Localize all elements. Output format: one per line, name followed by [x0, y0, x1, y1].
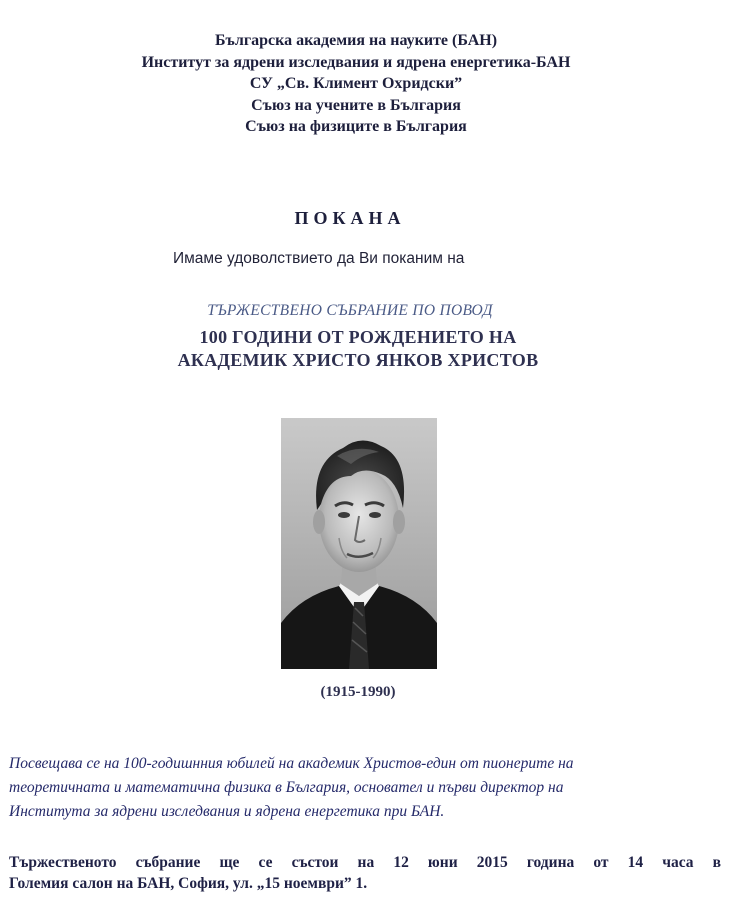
dedication-paragraph [9, 752, 721, 824]
meeting-details [9, 852, 721, 894]
event-heading [0, 326, 716, 372]
photo-caption: (1915-1990) [320, 684, 396, 700]
event-subtitle: ТЪРЖЕСТВЕНО СЪБРАНИЕ ПО ПОВОД [207, 302, 493, 319]
organization-line: Институт за ядрени изследвания и ядрена енергетика-БАН [141, 53, 571, 71]
invitation-intro: Имаме удоволствието да Ви поканим на [173, 250, 465, 267]
meeting-line: Тържественото събрание ще се състои на 12 юни 2015 година от 14 часа в [9, 854, 721, 871]
dedication-line: теоретичната и математична физика в България, основател и първи директор на [9, 779, 564, 796]
organization-line: СУ „Св. Климент Охридски” [249, 75, 463, 92]
event-heading-line: АКАДЕМИК ХРИСТО ЯНКОВ ХРИСТОВ [177, 350, 539, 370]
event-heading-line: 100 ГОДИНИ ОТ РОЖДЕНИЕТО НА [199, 327, 517, 347]
organization-line: Българска академия на науките (БАН) [214, 32, 498, 49]
organization-line: Съюз на физиците в България [245, 118, 467, 135]
invitation-title: ПОКАНА [294, 208, 406, 228]
portrait-photo [281, 418, 437, 669]
organizations-header [0, 30, 712, 138]
organization-line: Съюз на учените в България [251, 96, 461, 114]
dedication-line: Института за ядрени изследвания и ядрена енергетика при БАН. [9, 803, 445, 820]
dedication-line: Посвещава се на 100-годишнния юбилей на академик Христов-един от пионерите на [9, 755, 574, 772]
meeting-line: Големия салон на БАН, София, ул. „15 ноември” 1. [9, 875, 368, 892]
